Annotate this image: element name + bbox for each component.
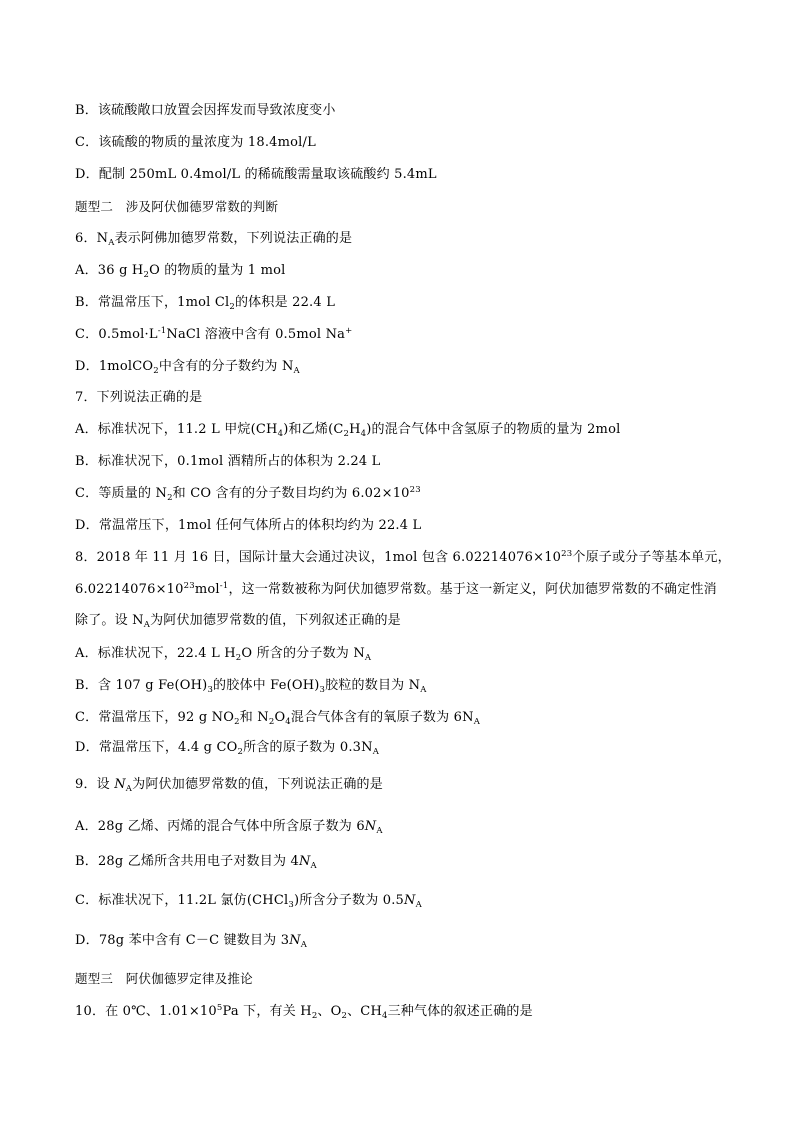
text-segment: 6．N — [75, 231, 109, 246]
subscript: 2 — [268, 717, 275, 727]
text-segment: C．标准状况下，11.2L 氯仿(CHCl — [75, 893, 289, 908]
question-text — [75, 1003, 533, 1021]
text-segment: H — [349, 422, 361, 437]
subscript: A — [372, 747, 380, 757]
question-text — [75, 230, 352, 248]
text-segment: C．0.5mol·L — [75, 327, 158, 342]
text-segment: O 的物质的量为 1 mol — [149, 263, 286, 278]
answer-option — [75, 421, 620, 439]
text-segment: 6.02214076×10 — [75, 582, 184, 597]
subscript: A — [310, 861, 317, 871]
subscript: A — [293, 366, 300, 376]
text-segment: O 所含的分子数为 N — [241, 646, 365, 661]
subscript: 2 — [343, 429, 350, 439]
subscript: A — [300, 940, 308, 950]
text-segment: B．含 107 g Fe(OH) — [75, 678, 208, 693]
text-segment: B．该硫酸敞口放置会因挥发而导致浓度变小 — [75, 103, 336, 118]
text-segment: 8．2018 年 11 月 16 日，国际计量大会通过决议，1mol 包含 6.02214076×10 — [75, 550, 562, 565]
text-segment: 7．下列说法正确的是 — [75, 390, 203, 405]
answer-option — [75, 517, 421, 535]
subscript: A — [364, 653, 372, 663]
superscript: -1 — [157, 326, 167, 336]
subscript: 3 — [207, 685, 214, 695]
answer-option — [75, 709, 480, 727]
text-segment: B．28g 乙烯所含共用电子对数目为 4 — [75, 854, 299, 869]
text-segment: 个原子或分子等基本单元， — [572, 550, 731, 565]
superscript: 23 — [183, 581, 195, 591]
superscript: 5 — [216, 1003, 223, 1013]
answer-option — [75, 739, 379, 757]
text-segment: N — [364, 819, 377, 834]
question-text — [75, 581, 717, 599]
subscript: 2 — [229, 302, 235, 312]
text-segment: D．常温常压下，4.4 g CO — [75, 740, 238, 755]
subscript: 4 — [277, 429, 284, 439]
answer-option — [75, 294, 335, 312]
subscript: 2 — [153, 366, 159, 376]
text-segment: Pa 下，有关 H — [222, 1004, 312, 1019]
subscript: 2 — [234, 717, 240, 727]
text-segment: A．36 g H — [75, 263, 144, 278]
text-segment: D．配制 250mL 0.4mol/L 的稀硫酸需量取该硫酸约 5.4mL — [75, 167, 437, 182]
question-text — [75, 389, 202, 407]
answer-option — [75, 932, 307, 950]
superscript: + — [345, 326, 353, 336]
subscript: A — [473, 717, 481, 727]
text-segment: N — [404, 893, 416, 908]
text-segment: C．该硫酸的物质的量浓度为 18.4mol/L — [75, 135, 316, 150]
subscript: 3 — [319, 685, 326, 695]
text-segment: C．常温常压下，92 g NO — [75, 710, 235, 725]
answer-option — [75, 326, 352, 344]
subscript: A — [376, 826, 383, 836]
text-segment: )所含分子数为 0.5 — [293, 893, 405, 908]
subscript: 2 — [235, 653, 242, 663]
text-segment: A．标准状况下，11.2 L 甲烷(CH — [75, 422, 278, 437]
text-segment: 为阿伏加德罗常数的值，下列叙述正确的是 — [150, 613, 401, 628]
text-segment: )的混合气体中含氢原子的物质的量为 2mol — [366, 422, 621, 437]
question-text — [75, 549, 731, 567]
text-segment: D．常温常压下，1mol 任何气体所占的体积均约为 22.4 L — [75, 518, 422, 533]
text-segment: 除了。设 N — [75, 613, 144, 628]
text-segment: )和乙烯(C — [283, 422, 344, 437]
text-segment: B．常温常压下，1mol Cl — [75, 295, 230, 310]
subscript: 2 — [341, 1011, 348, 1021]
subscript: A — [420, 685, 427, 695]
text-segment: 中含有的分子数约为 N — [158, 359, 294, 374]
answer-option — [75, 892, 422, 910]
text-segment: 胶粒的数目为 N — [325, 678, 421, 693]
superscript: 23 — [561, 549, 573, 559]
subscript: 3 — [288, 900, 294, 910]
subscript: A — [108, 238, 115, 248]
text-segment: 三种气体的叙述正确的是 — [387, 1004, 533, 1019]
answer-option — [75, 358, 300, 376]
text-segment: 、CH — [347, 1004, 382, 1019]
text-segment: B．标准状况下，0.1mol 酒精所占的体积为 2.24 L — [75, 454, 381, 469]
subscript: 2 — [311, 1011, 318, 1021]
text-segment: O — [274, 710, 286, 725]
answer-option — [75, 262, 286, 280]
text-segment: 表示阿佛加德罗常数，下列说法正确的是 — [114, 231, 353, 246]
answer-option — [75, 102, 336, 120]
text-segment: 10．在 0℃、1.01×10 — [75, 1004, 217, 1019]
text-segment: 的体积是 22.4 L — [234, 295, 336, 310]
text-segment: 和 CO 含有的分子数目均约为 6.02×10 — [172, 486, 410, 501]
section-heading — [75, 198, 278, 216]
answer-option — [75, 485, 421, 503]
text-segment: 所含的原子数为 0.3N — [243, 740, 373, 755]
question-text — [75, 776, 383, 794]
answer-option — [75, 134, 316, 152]
superscript: -1 — [219, 581, 229, 591]
text-segment: 题型三 阿伏伽德罗定律及推论 — [75, 971, 253, 986]
answer-option — [75, 453, 381, 471]
text-segment: D．1molCO — [75, 359, 154, 374]
superscript: 23 — [409, 485, 421, 495]
question-text — [75, 612, 401, 630]
text-segment: 混合气体含有的氧原子数为 6N — [290, 710, 474, 725]
text-segment: mol — [194, 582, 220, 597]
text-segment: 、O — [317, 1004, 342, 1019]
subscript: 2 — [143, 270, 150, 280]
text-segment: 题型二 涉及阿伏伽德罗常数的判断 — [75, 199, 279, 214]
text-segment: 为阿伏加德罗常数的值，下列说法正确的是 — [132, 777, 383, 792]
subscript: 2 — [167, 493, 173, 503]
subscript: 4 — [381, 1011, 388, 1021]
subscript: 2 — [237, 747, 244, 757]
section-heading — [75, 970, 253, 988]
text-segment: 和 N — [239, 710, 269, 725]
text-segment: N — [298, 854, 311, 869]
text-segment: N — [114, 777, 126, 792]
answer-option — [75, 853, 317, 871]
text-segment: N — [289, 933, 301, 948]
text-segment: A．标准状况下，22.4 L H — [75, 646, 236, 661]
subscript: A — [125, 784, 133, 794]
answer-option — [75, 645, 371, 663]
answer-option — [75, 166, 437, 184]
text-segment: C．等质量的 N — [75, 486, 168, 501]
text-segment: A．28g 乙烯、丙烯的混合气体中所含原子数为 6 — [75, 819, 365, 834]
answer-option — [75, 818, 383, 836]
subscript: 4 — [285, 717, 291, 727]
subscript: A — [415, 900, 422, 910]
subscript: 4 — [360, 429, 367, 439]
text-segment: ，这一常数被称为阿伏加德罗常数。基于这一新定义，阿伏加德罗常数的不确定性消 — [228, 582, 717, 597]
answer-option — [75, 677, 427, 695]
text-segment: 的胶体中 Fe(OH) — [213, 678, 320, 693]
text-segment: D．78g 苯中含有 C－C 键数目为 3 — [75, 933, 290, 948]
text-segment: 9．设 — [75, 777, 115, 792]
text-segment: NaCl 溶液中含有 0.5mol Na — [166, 327, 346, 342]
subscript: A — [143, 620, 151, 630]
